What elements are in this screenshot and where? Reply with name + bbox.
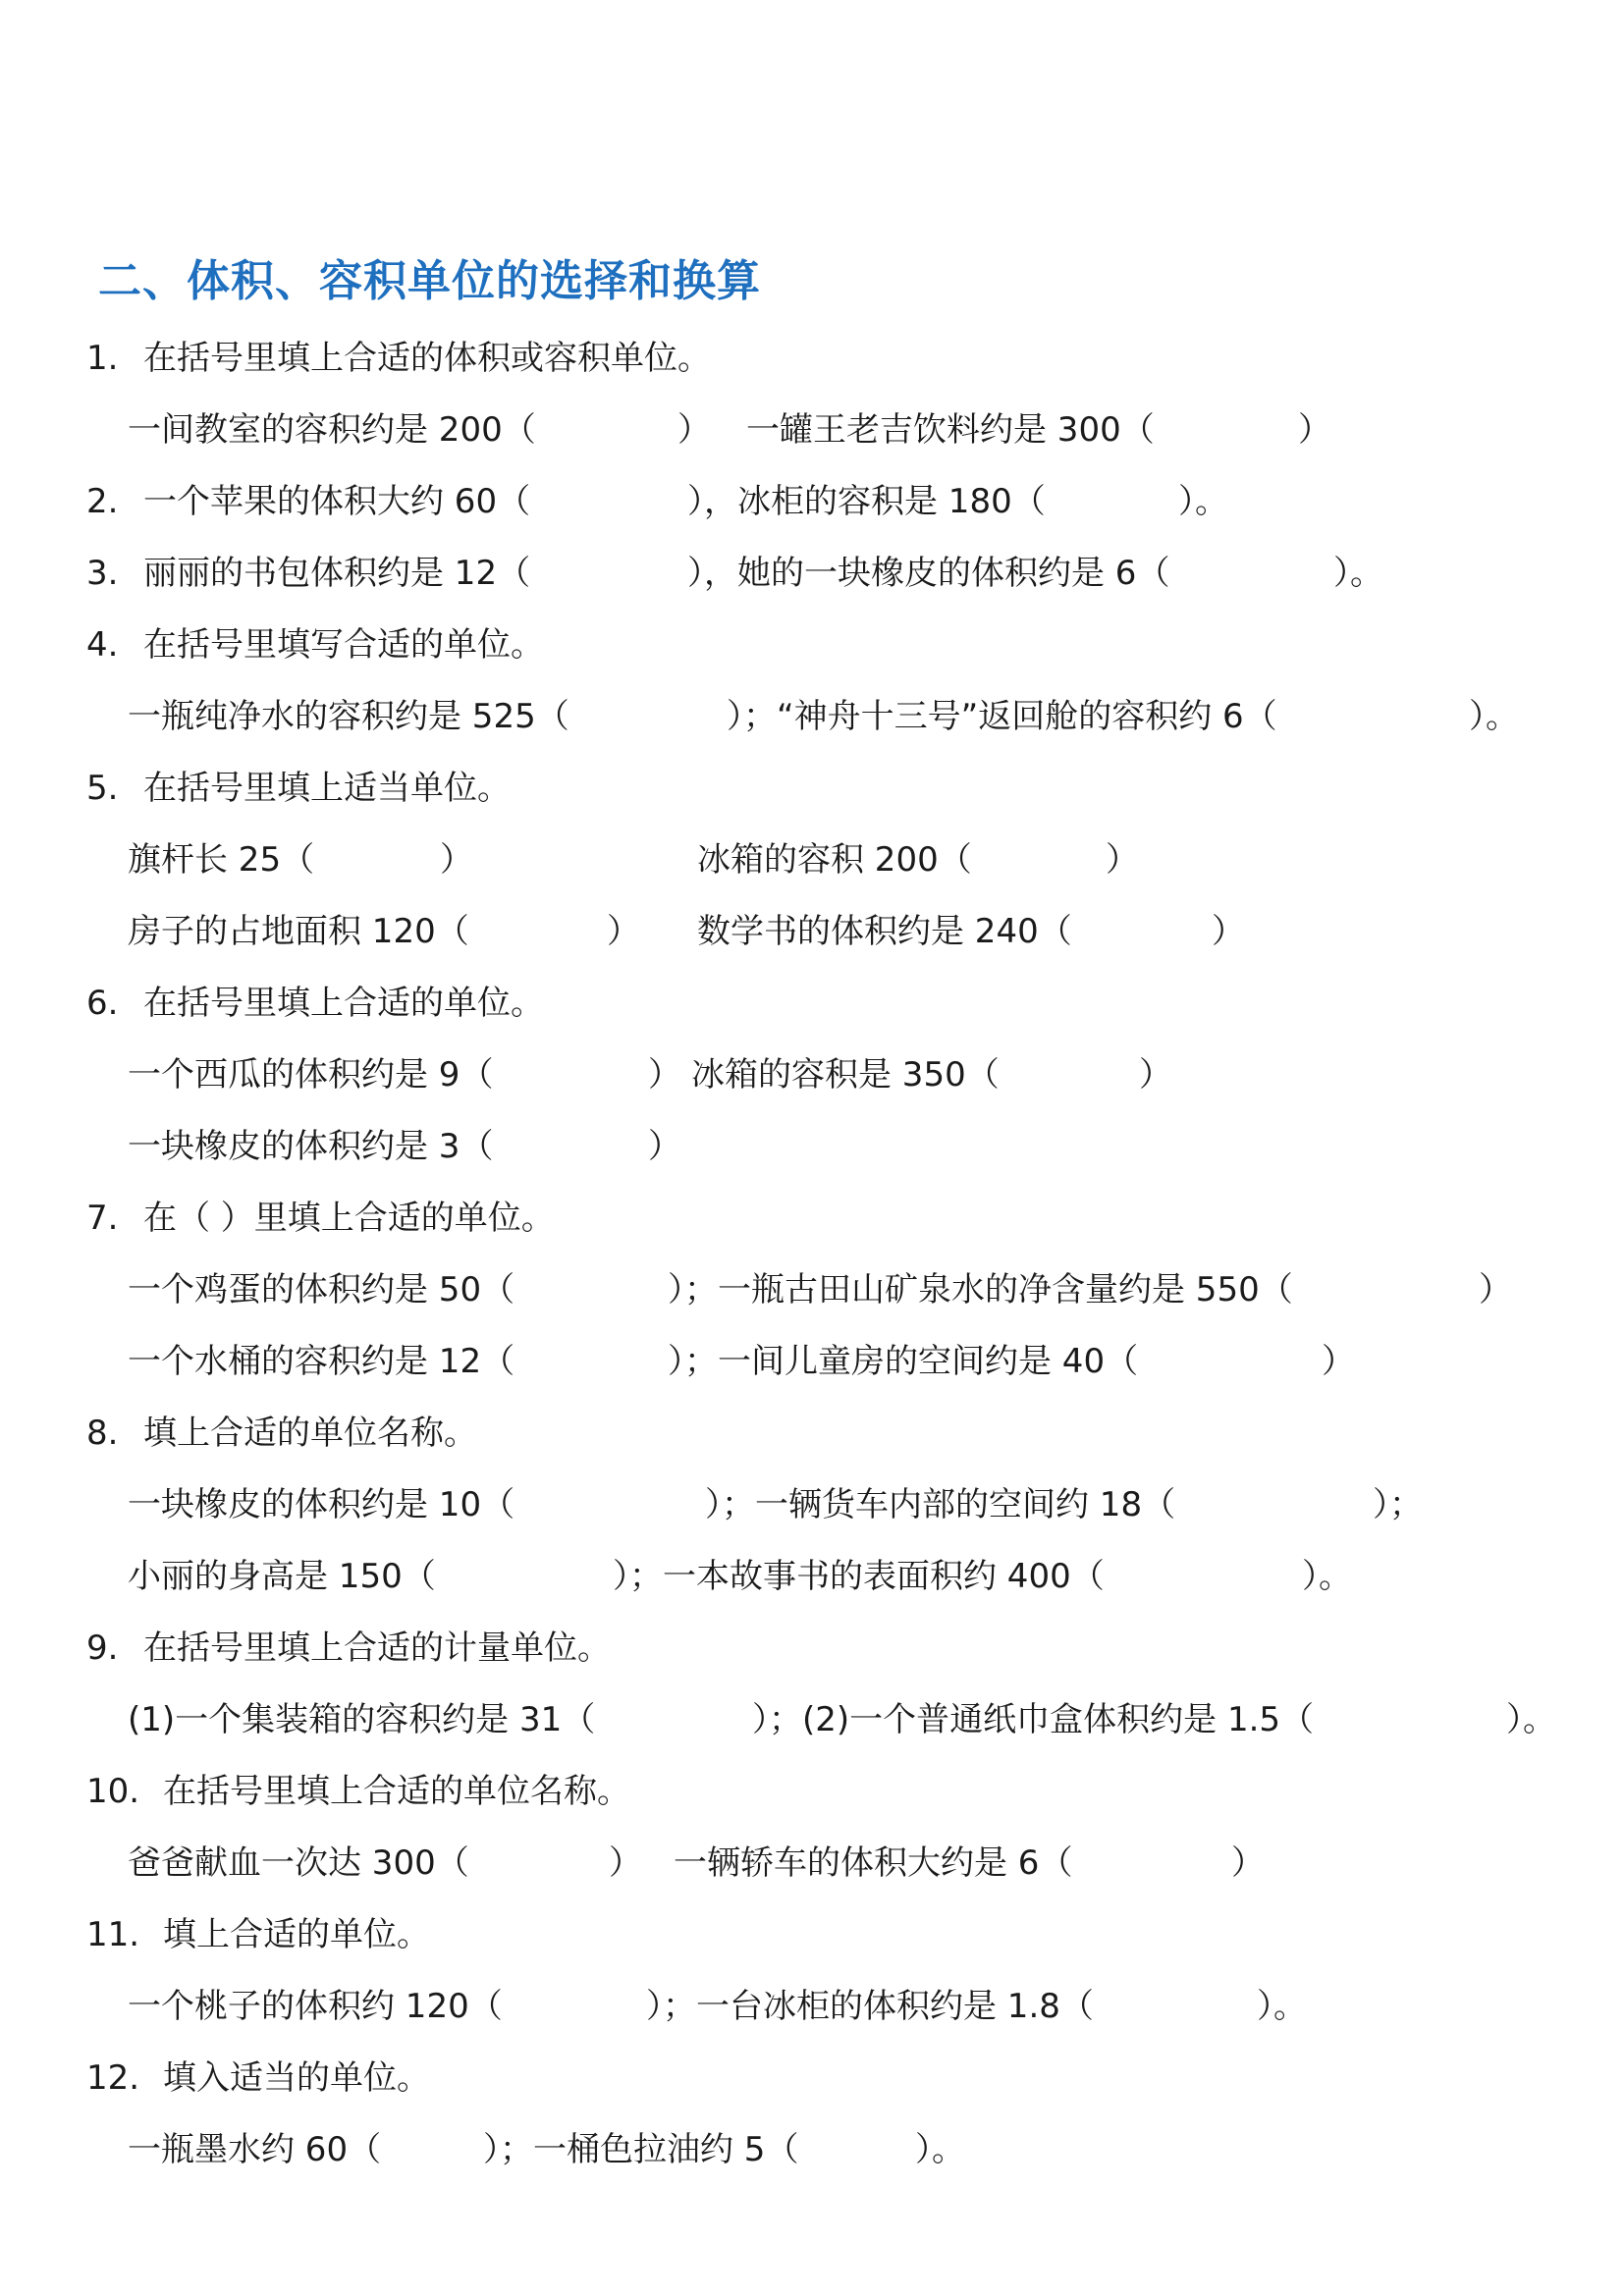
blank-close: ）； (1373, 1485, 1423, 1524)
blank-close: ） (677, 410, 711, 450)
blank-close: ） (1139, 1055, 1172, 1095)
blank-middle: ）；一本故事书的表面积约 400（ (613, 1557, 1105, 1596)
question-7 (86, 1199, 555, 1238)
section-title: 二、体积、容积单位的选择和换算 (98, 256, 761, 306)
blank-prefix: 爸爸献血一次达 300（ (128, 1843, 469, 1883)
question-number: 1. (86, 339, 119, 378)
question-10 (86, 1772, 630, 1811)
question-number: 6. (86, 984, 119, 1023)
blank-middle: ），冰柜的容积是 180（ (687, 482, 1046, 521)
blank-close: ） (1298, 410, 1331, 450)
question-number: 9. (86, 1629, 119, 1668)
blank-close: ） (609, 1843, 642, 1883)
blank-close: ） (440, 840, 473, 880)
question-11 (86, 1915, 430, 1954)
blank-prefix: 数学书的体积约是 240（ (697, 912, 1072, 951)
question-text: 在（ ）里填上合适的单位。 (143, 1199, 555, 1238)
question-text: 在括号里填上适当单位。 (143, 769, 511, 808)
blank-middle: ）；“神舟十三号”返回舱的容积约 6（ (727, 697, 1277, 736)
blank-close: ）。 (915, 2130, 965, 2169)
blank-close: ）。 (1469, 697, 1519, 736)
blank-prefix: 一个鸡蛋的体积约是 50（ (128, 1270, 515, 1309)
blank-close: ）。 (1178, 482, 1228, 521)
blank-middle: ）；一间儿童房的空间约是 40（ (668, 1342, 1139, 1381)
question-number: 4. (86, 625, 119, 665)
blank-prefix: 一块橡皮的体积约是 10（ (128, 1485, 515, 1524)
blank-middle: ）；一桶色拉油约 5（ (483, 2130, 799, 2169)
question-number: 7. (86, 1199, 119, 1238)
blank-close: ） (607, 912, 640, 951)
question-1 (86, 339, 711, 378)
blank-middle: ），她的一块橡皮的体积约是 6（ (687, 554, 1170, 593)
question-12 (86, 2058, 430, 2098)
blank-prefix: 房子的占地面积 120（ (128, 912, 469, 951)
question-number: 2. (86, 482, 119, 521)
blank-prefix: 一个水桶的容积约是 12（ (128, 1342, 515, 1381)
blank-middle: ）；一辆货车内部的空间约 18（ (705, 1485, 1176, 1524)
question-text: 在括号里填写合适的单位。 (143, 625, 544, 665)
blank-middle: ）；一瓶古田山矿泉水的净含量约是 550（ (668, 1270, 1293, 1309)
question-number: 8. (86, 1414, 119, 1453)
blank-prefix: (1)一个集装箱的容积约是 31（ (128, 1700, 596, 1739)
question-text: 在括号里填上合适的计量单位。 (143, 1629, 611, 1668)
blank-close: ） (1322, 1342, 1355, 1381)
question-text: 在括号里填上合适的体积或容积单位。 (143, 339, 711, 378)
blank-close: ）。 (1257, 1987, 1307, 2026)
blank-close: ）。 (1302, 1557, 1352, 1596)
blank-close: ） (1106, 840, 1139, 880)
question-5 (86, 769, 511, 808)
blank-prefix: 冰箱的容积 200（ (697, 840, 972, 880)
blank-middle: ）；一台冰柜的体积约是 1.8（ (646, 1987, 1094, 2026)
question-3 (86, 554, 1383, 593)
blank-prefix: 旗杆长 25（ (128, 840, 315, 880)
question-4 (86, 625, 544, 665)
blank-prefix: 一个桃子的体积约 120（ (128, 1987, 503, 2026)
question-6 (86, 984, 544, 1023)
blank-close: ） (1231, 1843, 1265, 1883)
blank-close: ）。 (1333, 554, 1383, 593)
question-8 (86, 1414, 477, 1453)
question-2 (86, 482, 1228, 521)
blank-close: ）。 (1506, 1700, 1556, 1739)
question-text: 填上合适的单位。 (163, 1915, 430, 1954)
question-text: 在括号里填上合适的单位名称。 (163, 1772, 630, 1811)
question-number: 3. (86, 554, 119, 593)
blank-close: ） (1479, 1270, 1512, 1309)
blank-prefix: 冰箱的容积是 350（ (691, 1055, 1000, 1095)
blank-close: ） (648, 1127, 681, 1166)
blank-close: ） (1212, 912, 1245, 951)
blank-prefix: 一罐王老吉饮料约是 300（ (746, 410, 1155, 450)
blank-prefix: 一辆轿车的体积大约是 6（ (674, 1843, 1073, 1883)
blank-prefix: 丽丽的书包体积约是 12（ (143, 554, 531, 593)
question-text: 填入适当的单位。 (163, 2058, 430, 2098)
blank-prefix: 一个西瓜的体积约是 9（ (128, 1055, 494, 1095)
blank-middle: ）；(2)一个普通纸巾盒体积约是 1.5（ (752, 1700, 1315, 1739)
question-number: 5. (86, 769, 119, 808)
blank-prefix: 一块橡皮的体积约是 3（ (128, 1127, 494, 1166)
question-number: 10. (86, 1772, 140, 1811)
question-text: 在括号里填上合适的单位。 (143, 984, 544, 1023)
question-text: 填上合适的单位名称。 (143, 1414, 477, 1453)
blank-prefix: 一个苹果的体积大约 60（ (143, 482, 531, 521)
blank-prefix: 一瓶纯净水的容积约是 525（ (128, 697, 569, 736)
blank-prefix: 一间教室的容积约是 200（ (128, 410, 536, 450)
blank-close: ） (648, 1055, 681, 1095)
blank-prefix: 小丽的身高是 150（ (128, 1557, 436, 1596)
question-number: 11. (86, 1915, 140, 1954)
blank-prefix: 一瓶墨水约 60（ (128, 2130, 382, 2169)
question-9 (86, 1629, 611, 1668)
question-number: 12. (86, 2058, 140, 2098)
